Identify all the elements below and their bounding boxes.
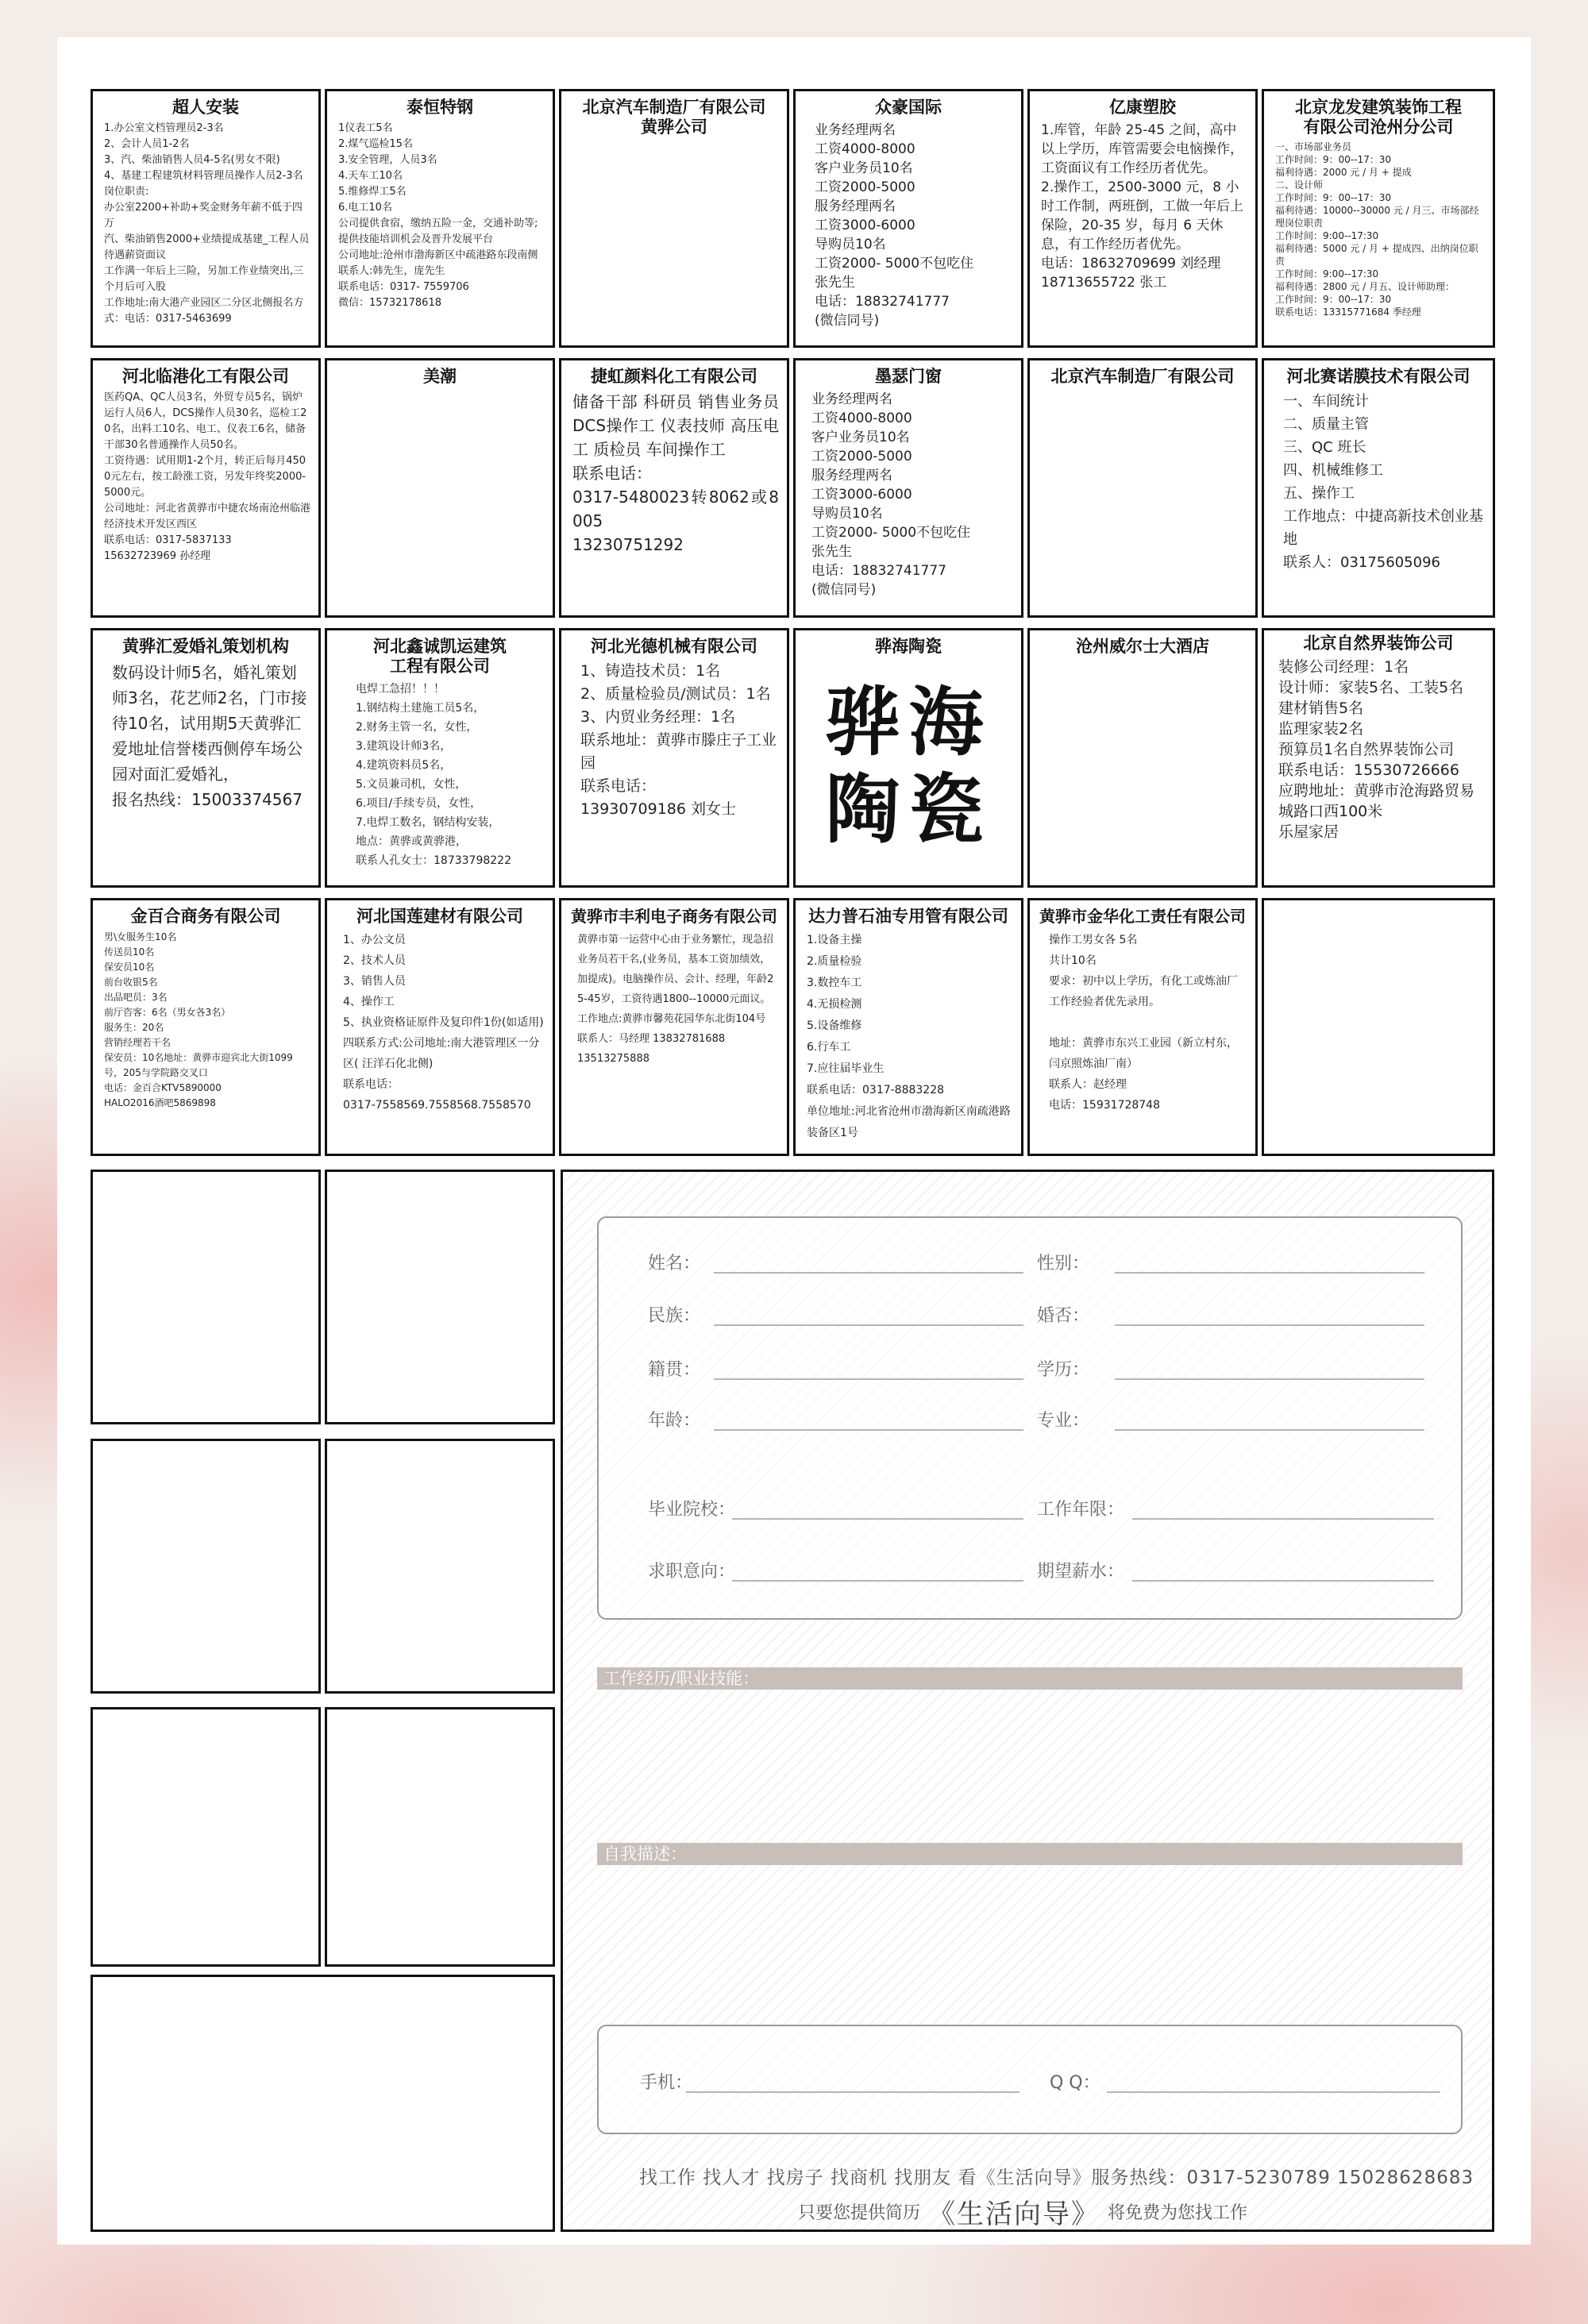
logo-char: 海: [908, 680, 984, 766]
school-label: 毕业院校：: [648, 1500, 736, 1520]
empty-box-large: [91, 1975, 555, 2232]
years-field[interactable]: [1132, 1518, 1434, 1520]
job-box-fengli: [559, 898, 789, 1156]
company-title: 河北赛诺膜技术有限公司: [1286, 367, 1470, 386]
job-details: 医药QA、QC人员3名，外贸专员5名，锅炉运行人员6人，DCS操作人员30名，巡检工20名，出料工10名、电工、仪表工6名，储备干部30名普通操作人员50名。 工资待遇：试用期1-2个月，转正后每月4500元左右，按工龄涨工资，另发年终奖2000-5000元。 公司地址：河北省黄骅市中捷农场南沧州临港经济技术开发区西区 联系电话：0317-5837133 15632723969 孙经理: [104, 391, 311, 562]
years-label: 工作年限：: [1037, 1500, 1125, 1520]
personal-info-panel: [597, 1216, 1463, 1620]
job-details: 1.办公室文档管理员2-3名 2、会计人员1-2名 3、汽、柴油销售人员4-5名(男女不限) 4、基建工程建筑材料管理员操作人员2-3名岗位职责: 办公室2200+补助+奖金财务年薪不低于四万 汽、柴油销售2000+业绩提成基建_工程人员待遇薪资面议 工作满一年后上三险，另加工作业绩突出,三个月后可入股 工作地址:南大港产业园区二分区北侧报名方式：电话：0317-5463699: [104, 122, 310, 325]
qq-label: Q Q：: [1050, 2073, 1100, 2093]
job-box-jinhua: [1027, 898, 1258, 1156]
job-details: 1、铸造技术员：1名 2、质量检验员/测试员：1名 3、内贸业务经理：1名 联系地址：黄骅市滕庄子工业园 联系电话： 13930709186 刘女士: [580, 662, 777, 818]
ethnicity-label: 民族：: [648, 1306, 701, 1326]
job-box-yikang: [1027, 89, 1258, 348]
slogan-part-1: 只要您提供简历: [798, 2203, 921, 2223]
job-details: 1.设备主操 2.质量检验 3.数控车工 4.无损检测 5.设备维修 6.行车工 7.应往届毕业生 联系电话：0317-8883228 单位地址:河北省沧州市渤海新区南疏港路装备区1号: [807, 934, 1011, 1139]
job-details: 1仪表工5名 2.煤气巡检15名 3.安全管理，人员3名 4.天车工10名 5.维修焊工5名 6.电工10名 公司提供食宿，缴纳五险一金，交通补助等;提供技能培训机会及晋升发展平台 公司地址:沧州市渤海新区中疏港路东段南侧 联系人:韩先生，庞先生 联系电话：0317- 7559706 微信：15732178618: [338, 122, 538, 309]
age-label: 年龄：: [648, 1411, 701, 1431]
phone-field[interactable]: [686, 2091, 1019, 2093]
marital-label: 婚否：: [1037, 1306, 1090, 1326]
empty-box: [325, 1170, 555, 1424]
origin-field[interactable]: [714, 1378, 1023, 1380]
empty-box: [325, 1707, 555, 1967]
company-title: 超人安装: [172, 98, 239, 117]
experience-header: 工作经历/职业技能：: [597, 1667, 1463, 1690]
job-details: 业务经理两名 工资4000-8000 客户业务员10名 工资2000-5000 服务经理两名 工资3000-6000 导购员10名 工资2000- 5000不包吃住 张先生 电话：18832741777 (微信同号): [815, 122, 974, 329]
contact-panel: [597, 2025, 1463, 2134]
job-box-sainuo: [1262, 358, 1495, 618]
company-title: 美潮: [423, 367, 457, 386]
company-title: 墨瑟门窗: [875, 367, 942, 386]
job-box-lingang: [91, 358, 321, 618]
footer-slogan: [798, 2192, 1247, 2231]
slogan-part-2: 将免费为您找工作: [1108, 2203, 1248, 2223]
job-details: 储备干部 科研员 销售业务员 DCS操作工 仪表技师 高压电工 质检员 车间操作工 联系电话： 0317-5480023转8062或8005 13230751292: [572, 392, 779, 554]
education-label: 学历：: [1037, 1360, 1090, 1380]
intention-label: 求职意向：: [648, 1562, 736, 1582]
major-label: 专业：: [1037, 1411, 1090, 1431]
job-box-mose: [793, 358, 1023, 618]
job-box-dalipu: [793, 898, 1023, 1156]
company-title: 北京龙发建筑装饰工程 有限公司沧州分公司: [1295, 98, 1462, 137]
company-title: 沧州威尔士大酒店: [1076, 637, 1209, 656]
brand-name: 《生活向导》: [928, 2199, 1100, 2230]
job-details: 一、车间统计 二、质量主管 三、QC 班长 四、机械维修工 五、操作工 工作地点：中捷高新技术创业基地 联系人：03175605096: [1283, 393, 1483, 571]
footer-hotline: 找工作 找人才 找房子 找商机 找朋友 看《生活向导》服务热线：0317-5230789 15028628683: [639, 2168, 1474, 2188]
company-title: 金百合商务有限公司: [130, 907, 281, 926]
job-box-jiehong: [559, 358, 789, 618]
gender-field[interactable]: [1115, 1272, 1424, 1274]
job-details: 数码设计师5名，婚礼策划师3名，花艺师2名，门市接待10名，试用期5天黄骅汇爱地址信誉楼西侧停车场公园对面汇爱婚礼， 报名热线：15003374567: [112, 663, 307, 809]
job-details: 装修公司经理：1名 设计师：家装5名、工装5名 建材销售5名 监理家装2名 预算员1名自然界装饰公司 联系电话：15530726666 应聘地址：黄骅市沧海路贸易城路口西100米 乐屋家居: [1278, 658, 1475, 841]
job-box-guangde: [559, 628, 789, 888]
job-box-huiai: [91, 628, 321, 888]
job-details: 一、市场部业务员 工作时间：9：00--17：30 福利待遇：2000 元 / 月 + 提成 二、设计师 工作时间：9：00--17：30 福利待遇：10000--30000 元 / 月三、市场部经理岗位职责 工作时间：9:00--17:30 福利待遇：5000 元 / 月 + 提成四、出纳岗位职责 工作时间：9:00--17:30 福利待遇：2800 元 / 月五、设计师助理： 工作时间：9：00--17：30 联系电话：13315771684 季经理: [1275, 141, 1479, 318]
job-box-longfa: [1262, 89, 1495, 348]
company-title: 河北临港化工有限公司: [122, 367, 289, 386]
salary-field[interactable]: [1132, 1580, 1434, 1582]
job-box-beiqi-huanghua: [559, 89, 789, 348]
gender-label: 性别：: [1037, 1254, 1090, 1274]
intention-field[interactable]: [732, 1580, 1023, 1582]
job-details: 1、办公文员 2、技术人员 3、销售人员 4、操作工 5、执业资格证原件及复印件1份(如适用)四联系方式:公司地址:南大港管理区一分区( 汪洋石化北侧) 联系电话： 0317-7558569.7558568.7558570: [343, 934, 544, 1112]
logo-char: 骅: [825, 680, 900, 766]
company-title: 河北鑫诚凯运建筑 工程有限公司: [373, 637, 507, 676]
major-field[interactable]: [1115, 1429, 1424, 1431]
school-field[interactable]: [732, 1518, 1023, 1520]
job-box-jinbaihe: [91, 898, 321, 1156]
company-title: 众豪国际: [875, 98, 942, 117]
company-title: 北京汽车制造厂有限公司 黄骅公司: [582, 98, 766, 137]
company-title: 黄骅市金华化工责任有限公司: [1039, 907, 1246, 926]
salary-label: 期望薪水：: [1037, 1562, 1125, 1582]
company-title: 捷虹颜料化工有限公司: [591, 367, 757, 386]
education-field[interactable]: [1115, 1378, 1424, 1380]
qq-field[interactable]: [1107, 2091, 1440, 2093]
name-label: 姓名：: [648, 1254, 701, 1274]
resume-form: [561, 1170, 1494, 2232]
company-title: 北京自然界装饰公司: [1303, 634, 1454, 653]
logo-char: 陶: [825, 767, 900, 854]
job-box-guolian: [325, 898, 555, 1156]
name-field[interactable]: [714, 1272, 1023, 1274]
marital-field[interactable]: [1115, 1324, 1424, 1326]
ethnicity-field[interactable]: [714, 1324, 1023, 1326]
empty-box: [325, 1439, 555, 1694]
origin-label: 籍贯：: [648, 1360, 701, 1380]
job-details: 操作工男女各 5名 共计10名 要求：初中以上学历，有化工或炼油厂工作经验者优先录用。 地址：黄骅市东兴工业园（新立村东，闫京照炼油厂南） 联系人：赵经理 电话：15931728748: [1049, 934, 1238, 1112]
self-description-header: 自我描述：: [597, 1843, 1463, 1865]
company-title: 北京汽车制造厂有限公司: [1050, 367, 1235, 386]
job-box-meichao: [325, 358, 555, 618]
company-title: 黄骅市丰利电子商务有限公司: [571, 907, 777, 926]
company-title: 河北光德机械有限公司: [591, 637, 757, 656]
empty-box: [91, 1439, 321, 1694]
job-box-taiheng: [325, 89, 555, 348]
company-title: 亿康塑胶: [1109, 98, 1176, 117]
job-details: 男\女服务生10名 传送员10名 保安员10名 前台收银5名 出品吧员：3名 前厅咨客：6名（男女各3名） 服务生：20名 营销经理若干名 保安员：10名地址：黄骅市迎宾北大街1099号，205与学院路交叉口 电话：金百合KTV5890000 HALO2016酒吧5869898: [104, 931, 293, 1108]
job-box-beiqi: [1027, 358, 1258, 618]
empty-box: [91, 1170, 321, 1424]
age-field[interactable]: [714, 1429, 1023, 1431]
job-box-zhonghao: [793, 89, 1023, 348]
job-box-xincheng: [325, 628, 555, 888]
company-title: 达力普石油专用管有限公司: [808, 907, 1008, 926]
company-title: 河北国莲建材有限公司: [357, 907, 523, 926]
huahai-logo-text: [821, 680, 988, 854]
job-box-chaoren: [91, 89, 321, 348]
job-box-weiershi: [1027, 628, 1258, 888]
company-title: 泰恒特钢: [407, 98, 473, 117]
job-details: 业务经理两名 工资4000-8000 客户业务员10名 工资2000-5000 服务经理两名 工资3000-6000 导购员10名 工资2000- 5000不包吃住 张先生 电话：18832741777 (微信同号): [811, 391, 971, 598]
phone-label: 手机：: [640, 2073, 693, 2093]
company-title: 黄骅汇爱婚礼策划机构: [122, 637, 289, 656]
job-details: 电焊工急招！！！ 1.钢结构土建施工员5名， 2.财务主管一名，女性， 3.建筑设计师3名， 4.建筑资料员5名， 5.文员兼司机，女性， 6.项目/手续专员，女性， 7.电焊工数名，钢结构安装， 地点：黄骅或黄骅港， 联系人孔女士：18733798222: [356, 683, 511, 867]
logo-char: 瓷: [908, 767, 984, 854]
job-box-ziranjie: [1262, 628, 1495, 888]
job-box-huahai: [793, 628, 1023, 888]
empty-box: [91, 1707, 321, 1967]
job-details: 1.库管，年龄 25-45 之间，高中以上学历，库管需要会电恼操作，工资面议有工作经历者优先。 2.操作工，2500-3000 元，8 小时工作制，两班倒，工做一年后上保险，20-35 岁，每月 6 天休息，有工作经历者优先。 电话：18632709699 刘经理 18713655722 张工: [1041, 122, 1243, 291]
job-details: 黄骅市第一运营中心由于业务繁忙，现急招业务员若干名,(业务员，基本工资加绩效，加提成)。电脑操作员、会计、经理，年龄25-45岁，工资待遇1800--10000元面议。 工作地点:黄骅市馨苑花园华东北街104号 联系人：马经理 13832781688 13513275888: [577, 934, 774, 1065]
job-box-empty: [1262, 898, 1495, 1156]
company-title: 骅海陶瓷: [875, 637, 942, 656]
